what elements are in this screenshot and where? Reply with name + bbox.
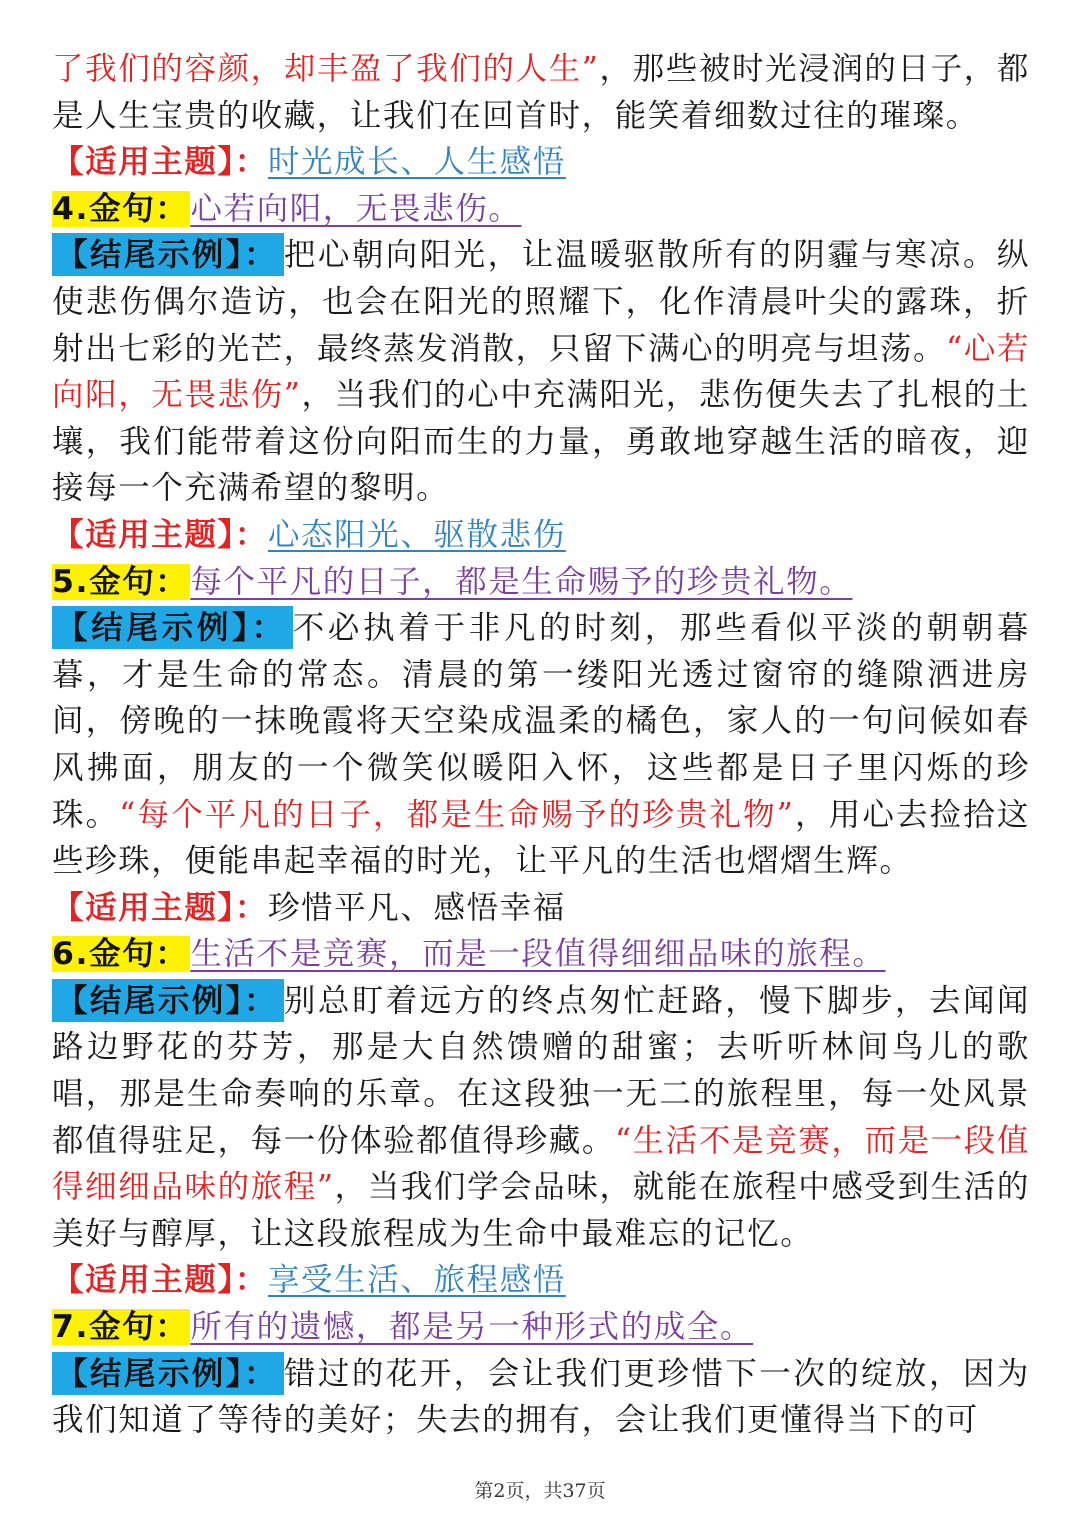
theme-line bbox=[52, 885, 1030, 932]
theme-value: 享受生活、旅程感悟 bbox=[267, 1262, 566, 1299]
ending-label: 【结尾示例】： bbox=[52, 606, 293, 649]
theme-line bbox=[52, 1257, 1030, 1304]
theme-value: 时光成长、人生感悟 bbox=[267, 144, 566, 181]
ending-text-rest: ，当我们的心中充满阳光，悲伤便失去了扎根的土壤，我们能带着这份向阳而生的力量，勇敢地穿越生活的暗夜，迎接每一个充满希望的黎明。 bbox=[52, 377, 1030, 507]
gold-label-text: 金句： bbox=[89, 563, 189, 600]
quote-text: 了我们的容颜，却丰盈了我们的人生” bbox=[52, 51, 600, 87]
ending-example-4 bbox=[52, 232, 1030, 512]
ending-label: 【结尾示例】： bbox=[52, 979, 284, 1022]
ending-text-rest: ，当我们学会品味，就能在旅程中感受到生活的美好与醇厚，让这段旅程成为生命中最难忘的记忆。 bbox=[52, 1169, 1030, 1252]
theme-line bbox=[52, 512, 1030, 559]
ending-text: 别总盯着远方的终点匆忙赶路，慢下脚步，去闻闻路边野花的芬芳，那是大自然馈赠的甜蜜；去听听林间鸟儿的歌唱，那是生命奏响的乐章。在这段独一无二的旅程里，每一处风景都值得驻足，每一份体验都值得珍藏。 bbox=[52, 982, 1031, 1159]
ending-example-6 bbox=[52, 978, 1030, 1258]
gold-sentence-text: 每个平凡的日子，都是生命赐予的珍贵礼物。 bbox=[190, 563, 853, 600]
gold-label bbox=[52, 191, 190, 227]
gold-label-text: 金句： bbox=[89, 190, 189, 227]
theme-line bbox=[52, 139, 1030, 186]
ending-quote: “生活不是竞赛，而是一段值得细细品味的旅程” bbox=[52, 1122, 1031, 1206]
ending-example-5 bbox=[52, 605, 1030, 885]
theme-value: 珍惜平凡、感悟幸福 bbox=[267, 889, 566, 926]
gold-sentence-5 bbox=[52, 559, 1030, 606]
gold-sentence-text: 生活不是竞赛，而是一段值得细细品味的旅程。 bbox=[190, 936, 886, 973]
gold-number: 4. bbox=[52, 190, 90, 227]
gold-label-text: 金句： bbox=[89, 936, 189, 973]
gold-sentence-6 bbox=[52, 931, 1030, 978]
ending-example-7 bbox=[52, 1351, 1030, 1444]
page-footer: 第2页，共37页 bbox=[474, 1480, 606, 1502]
theme-value: 心态阳光、驱散悲伤 bbox=[267, 516, 566, 553]
gold-label bbox=[52, 1309, 190, 1345]
ending-quote: “心若向阳，无畏悲伤” bbox=[52, 330, 1031, 414]
gold-number: 6. bbox=[52, 936, 90, 973]
body-text: ，那些被时光浸润的日子，都是人生宝贵的收藏，让我们在回首时，能笑着细数过往的璀璨。 bbox=[52, 51, 1030, 134]
gold-sentence-4 bbox=[52, 186, 1030, 233]
theme-label: 【适用主题】： bbox=[52, 888, 268, 926]
ending-label: 【结尾示例】： bbox=[52, 1352, 284, 1395]
document-content bbox=[52, 46, 1030, 1444]
theme-label: 【适用主题】： bbox=[52, 515, 268, 553]
ending-label: 【结尾示例】： bbox=[52, 233, 284, 276]
gold-sentence-7 bbox=[52, 1304, 1030, 1351]
gold-label-text: 金句： bbox=[89, 1309, 189, 1346]
theme-label: 【适用主题】： bbox=[52, 1261, 268, 1299]
gold-sentence-text: 所有的遗憾，都是另一种形式的成全。 bbox=[190, 1309, 754, 1346]
theme-label: 【适用主题】： bbox=[52, 143, 268, 181]
intro-paragraph bbox=[52, 46, 1030, 139]
gold-label bbox=[52, 564, 190, 600]
gold-number: 5. bbox=[52, 563, 90, 600]
ending-quote: “每个平凡的日子，都是生命赐予的珍贵礼物” bbox=[119, 796, 795, 833]
ending-text: 不必执着于非凡的时刻，那些看似平淡的朝朝暮暮，才是生命的常态。清晨的第一缕阳光透过窗帘的缝隙洒进房间，傍晚的一抹晚霞将天空染成温柔的橘色，家人的一句问候如春风拂面，朋友的一个微笑似暖阳入怀，这些都是日子里闪烁的珍珠。 bbox=[52, 610, 1030, 833]
gold-label bbox=[52, 936, 190, 972]
gold-sentence-text: 心若向阳，无畏悲伤。 bbox=[190, 190, 522, 227]
ending-text-rest: ，用心去捡拾这些珍珠，便能串起幸福的时光，让平凡的生活也熠熠生辉。 bbox=[52, 796, 1031, 880]
ending-text: 错过的花开，会让我们更珍惜下一次的绽放，因为我们知道了等待的美好；失去的拥有，会让我们更懂得当下的可 bbox=[52, 1355, 1031, 1439]
gold-number: 7. bbox=[52, 1309, 90, 1346]
ending-text: 把心朝向阳光，让温暖驱散所有的阴霾与寒凉。纵使悲伤偶尔造访，也会在阳光的照耀下，化作清晨叶尖的露珠，折射出七彩的光芒，最终蒸发消散，只留下满心的明亮与坦荡。 bbox=[52, 237, 1031, 367]
